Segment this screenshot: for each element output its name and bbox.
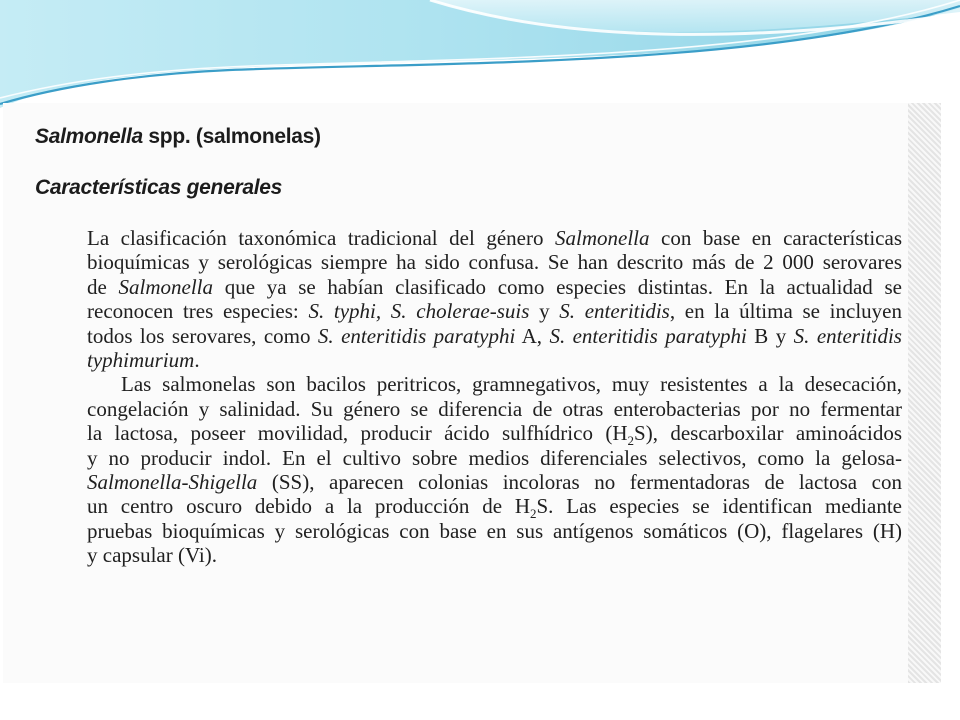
text-line: congelación y salinidad. Su género se diferencia de otras enterobacterias por no fermentar [87, 396, 902, 421]
body-text [87, 226, 902, 568]
scanned-page [3, 103, 941, 683]
text-line: reconocen tres especies: S. typhi, S. cholerae-suis y S. enteritidis, en la última se incluyen [87, 299, 902, 324]
scan-page-edge [908, 103, 941, 683]
paragraph-characteristics [87, 372, 902, 567]
text-line: y capsular (Vi). [87, 543, 217, 568]
text-line: y no producir indol. En el cultivo sobre medios diferenciales selectivos, como la gelosa- [87, 445, 902, 470]
text-line: todos los serovares, como S. enteritidis paratyphi A, S. enteritidis paratyphi B y S. enteritidis [87, 323, 902, 348]
text-line: bioquímicas y serológicas siempre ha sido confusa. Se han descrito más de 2 000 serovares [87, 250, 902, 275]
text-line: La clasificación taxonómica tradicional del género Salmonella con base en características [87, 226, 902, 250]
page-title: Salmonella spp. (salmonelas) [35, 125, 321, 148]
text-line: pruebas bioquímicas y serológicas con base en sus antígenos somáticos (O), flagelares (H) [87, 518, 902, 543]
text-line: de Salmonella que ya se habían clasificado como especies distintas. En la actualidad se [87, 274, 902, 299]
section-heading: Características generales [35, 176, 282, 199]
slide-header-swoosh [0, 0, 960, 110]
text-line: Las salmonelas son bacilos peritricos, gramnegativos, muy resistentes a la desecación, [121, 372, 902, 397]
text-line: typhimurium. [87, 348, 200, 373]
paragraph-classification [87, 226, 902, 372]
text-line: la lactosa, poseer movilidad, producir ácido sulfhídrico $(H_2S)$, descarboxilar aminoácidos [87, 421, 902, 449]
text-line: Salmonella-Shigella (SS), aparecen colonias incoloras no fermentadoras de lactosa con [87, 470, 902, 495]
text-line: un centro oscuro debido a la producción de $H_2S$. Las especies se identifican mediante [87, 494, 902, 522]
